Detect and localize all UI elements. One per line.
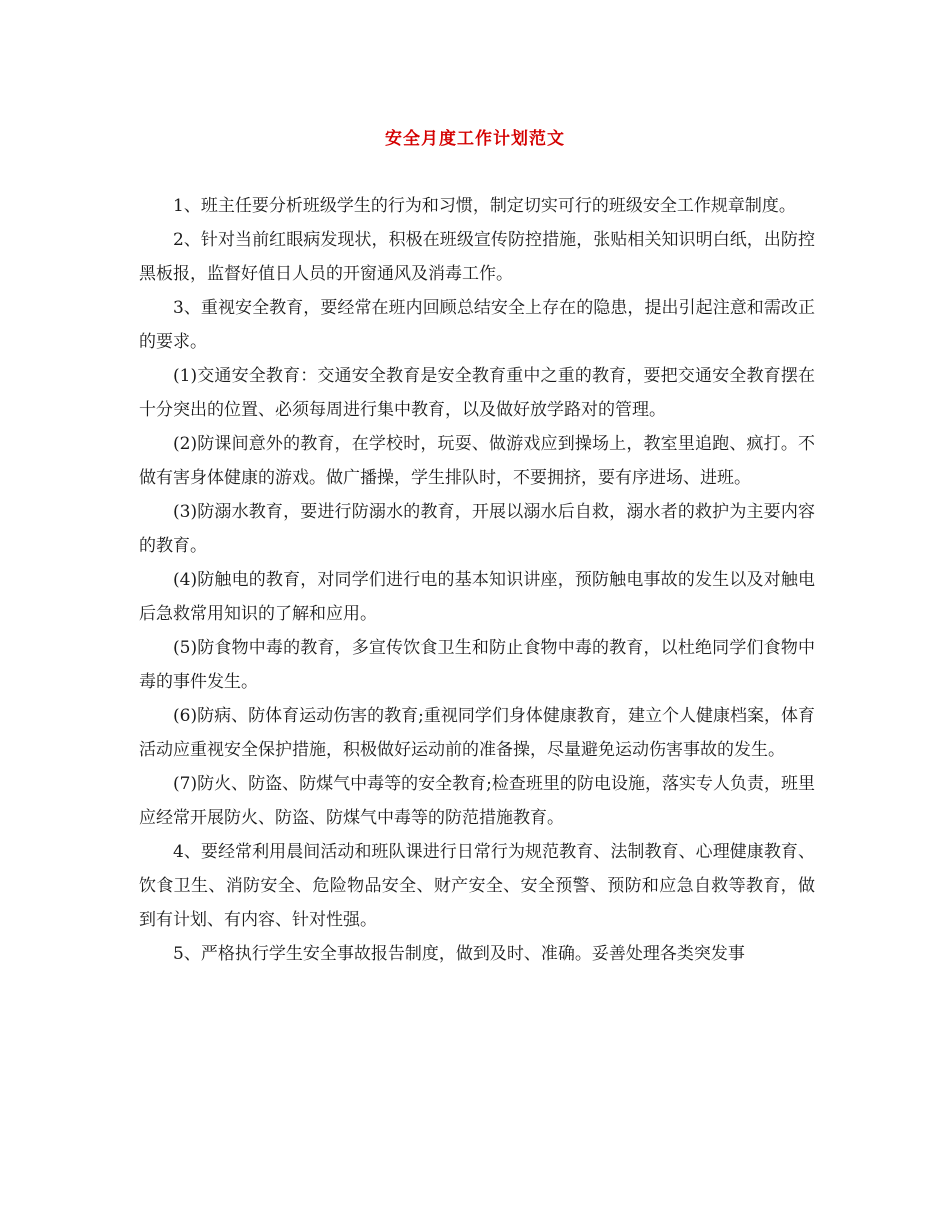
paragraph-1: 1、班主任要分析班级学生的行为和习惯，制定切实可行的班级安全工作规章制度。: [173, 196, 796, 216]
document-title: 安全月度工作计划范文: [385, 129, 565, 149]
paragraph-3-1: (1)交通安全教育：交通安全教育是安全教育重中之重的教育，要把交通安全教育摆在十分突出的位置、必须每周进行集中教育，以及做好放学路对的管理。: [139, 366, 815, 420]
document-body: [139, 189, 815, 971]
paragraph-3-6: (6)防病、防体育运动伤害的教育;重视同学们身体健康教育，建立个人健康档案，体育活动应重视安全保护措施，积极做好运动前的准备操，尽量避免运动伤害事故的发生。: [139, 706, 815, 760]
paragraph-3-5: (5)防食物中毒的教育，多宣传饮食卫生和防止食物中毒的教育，以杜绝同学们食物中毒的事件发生。: [139, 638, 815, 692]
paragraph-3: 3、重视安全教育，要经常在班内回顾总结安全上存在的隐患，提出引起注意和需改正的要求。: [139, 298, 815, 352]
paragraph-4: 4、要经常利用晨间活动和班队课进行日常行为规范教育、法制教育、心理健康教育、饮食卫生、消防安全、危险物品安全、财产安全、安全预警、预防和应急自救等教育，做到有计划、有内容、针对性强。: [139, 842, 815, 930]
paragraph-3-4: (4)防触电的教育，对同学们进行电的基本知识讲座，预防触电事故的发生以及对触电后急救常用知识的了解和应用。: [139, 570, 815, 624]
paragraph-2: 2、针对当前红眼病发现状，积极在班级宣传防控措施，张贴相关知识明白纸，出防控黑板报，监督好值日人员的开窗通风及消毒工作。: [139, 230, 815, 284]
paragraph-5: 5、严格执行学生安全事故报告制度，做到及时、准确。妥善处理各类突发事: [173, 944, 745, 964]
paragraph-3-3: (3)防溺水教育，要进行防溺水的教育，开展以溺水后自救，溺水者的救护为主要内容的教育。: [139, 502, 815, 556]
paragraph-3-2: (2)防课间意外的教育，在学校时，玩耍、做游戏应到操场上，教室里追跑、疯打。不做有害身体健康的游戏。做广播操，学生排队时，不要拥挤，要有序进场、进班。: [139, 434, 815, 488]
paragraph-3-7: (7)防火、防盗、防煤气中毒等的安全教育;检查班里的防电设施，落实专人负责，班里应经常开展防火、防盗、防煤气中毒等的防范措施教育。: [139, 774, 815, 828]
